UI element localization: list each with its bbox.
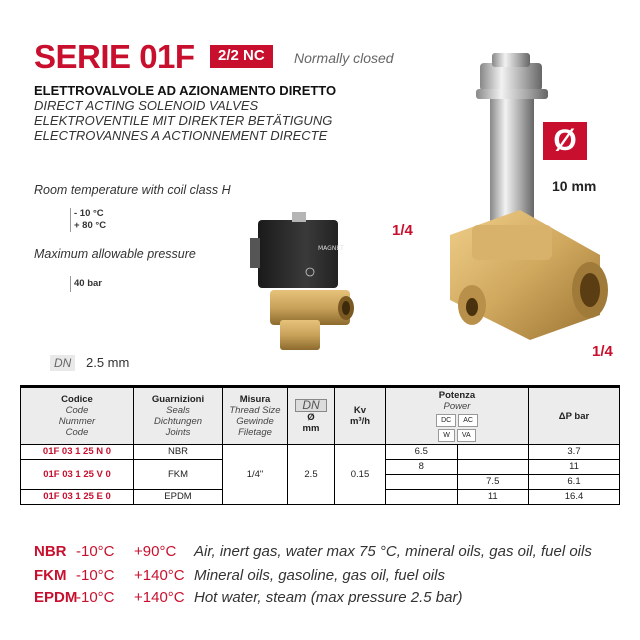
header-dp: ΔP bar bbox=[529, 387, 620, 445]
temp-min: - 10 °C bbox=[74, 208, 104, 219]
code-cell: 01F 03 1 25 V 0 bbox=[21, 460, 134, 490]
room-temp-heading: Room temperature with coil class H bbox=[34, 183, 231, 197]
header-dn: DN Ø mm bbox=[288, 387, 335, 445]
seal-temp-max: +140°C bbox=[134, 567, 185, 584]
subtitle-italian: ELETTROVALVOLE AD AZIONAMENTO DIRETTO bbox=[34, 83, 337, 98]
seal-cell: NBR bbox=[134, 445, 223, 460]
series-title: SERIE 01F bbox=[34, 38, 195, 75]
dp-cell: 16.4 bbox=[529, 490, 620, 505]
header-seals: Guarnizioni Seals Dichtungen Joints bbox=[134, 387, 223, 445]
power-dc-cell: 8 bbox=[386, 460, 458, 475]
seal-description: Air, inert gas, water max 75 °C, mineral oils, gas oil, fuel oils bbox=[194, 543, 592, 560]
port-size-right: 1/4 bbox=[592, 343, 613, 360]
seal-cell: EPDM bbox=[134, 490, 223, 505]
seal-temp-max: +140°C bbox=[134, 589, 185, 606]
power-dc-cell bbox=[386, 475, 458, 490]
orifice-symbol: Ø bbox=[543, 122, 587, 160]
large-valve-image bbox=[420, 45, 620, 345]
seal-material: EPDM bbox=[34, 589, 78, 606]
power-ac-cell bbox=[457, 445, 529, 460]
header-kv: Kv m³/h bbox=[335, 387, 386, 445]
table-row bbox=[21, 445, 620, 460]
dn-cell: 2.5 bbox=[288, 445, 335, 505]
seal-cell: FKM bbox=[134, 460, 223, 490]
header-thread: Misura Thread Size Gewinde Filetage bbox=[223, 387, 288, 445]
seal-legend-nbr bbox=[34, 543, 592, 561]
seal-temp-min: -10°C bbox=[76, 589, 115, 606]
code-cell: 01F 03 1 25 E 0 bbox=[21, 490, 134, 505]
small-valve-image bbox=[240, 210, 365, 360]
dp-cell: 6.1 bbox=[529, 475, 620, 490]
seal-material: FKM bbox=[34, 567, 67, 584]
seal-temp-min: -10°C bbox=[76, 543, 115, 560]
power-ac-cell: 7.5 bbox=[457, 475, 529, 490]
header-codice: Codice Code Nummer Code bbox=[21, 387, 134, 445]
svg-text:MAGNET: MAGNET bbox=[318, 245, 344, 252]
subtitle-german: ELEKTROVENTILE MIT DIREKTER BETÄTIGUNG bbox=[34, 113, 333, 128]
power-ac-cell: 11 bbox=[457, 490, 529, 505]
seal-material: NBR bbox=[34, 543, 67, 560]
kv-cell: 0.15 bbox=[335, 445, 386, 505]
spec-table bbox=[20, 385, 620, 505]
dp-cell: 3.7 bbox=[529, 445, 620, 460]
seal-temp-min: -10°C bbox=[76, 567, 115, 584]
orifice-size: 10 mm bbox=[552, 178, 597, 194]
header-power: Potenza Power DC AC W VA bbox=[386, 387, 529, 445]
seal-legend-epdm bbox=[34, 589, 462, 607]
code-cell: 01F 03 1 25 N 0 bbox=[21, 445, 134, 460]
power-dc-cell: 6.5 bbox=[386, 445, 458, 460]
dn-value: 2.5 mm bbox=[86, 355, 130, 370]
temp-max: + 80 °C bbox=[74, 220, 107, 231]
thread-cell: 1/4" bbox=[223, 445, 288, 505]
power-dc-cell bbox=[386, 490, 458, 505]
pressure-value: 40 bar bbox=[70, 276, 102, 292]
badge-description: Normally closed bbox=[294, 50, 394, 66]
seal-temp-max: +90°C bbox=[134, 543, 177, 560]
nc-badge: 2/2 NC bbox=[210, 45, 273, 68]
seal-description: Hot water, steam (max pressure 2.5 bar) bbox=[194, 589, 463, 606]
seal-description: Mineral oils, gasoline, gas oil, fuel oils bbox=[194, 567, 445, 584]
power-ac-cell bbox=[457, 460, 529, 475]
port-size-left: 1/4 bbox=[392, 222, 413, 239]
dn-label: DN bbox=[50, 355, 75, 371]
subtitle-english: DIRECT ACTING SOLENOID VALVES bbox=[34, 98, 259, 113]
temp-range bbox=[70, 208, 106, 232]
pressure-heading: Maximum allowable pressure bbox=[34, 247, 196, 261]
dp-cell: 11 bbox=[529, 460, 620, 475]
seal-legend-fkm bbox=[34, 567, 445, 585]
subtitle-french: ELECTROVANNES A ACTIONNEMENT DIRECTE bbox=[34, 128, 328, 143]
